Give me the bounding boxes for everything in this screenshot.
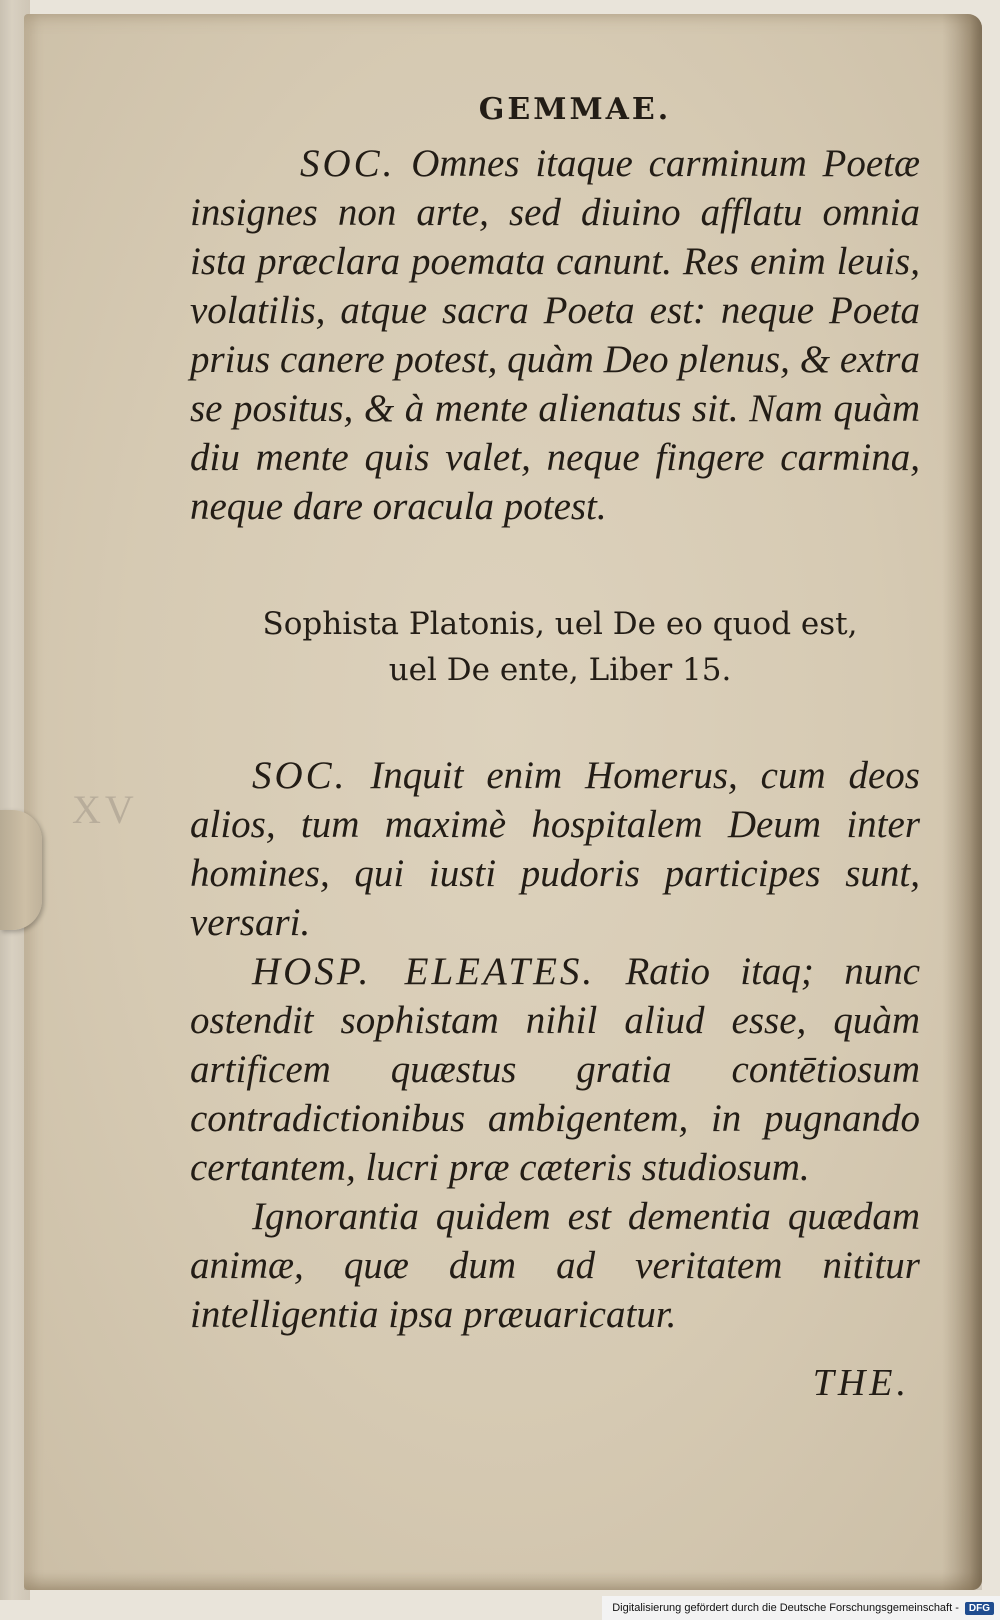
page-bottom-edge — [24, 1572, 982, 1590]
margin-note: XV — [72, 787, 138, 832]
dfg-logo: DFG — [965, 1602, 994, 1615]
page-tab-marker — [0, 810, 42, 930]
page-text — [190, 92, 920, 1405]
running-head: GEMMAE. — [478, 92, 672, 127]
paragraph-text: Inquit enim Homerus, cum deos alios, tum maximè hospitalem Deum inter homines, qui iusti pudoris participes sunt, versari. — [190, 754, 920, 944]
section-heading-line-2: uel De ente, Liber 15. — [388, 652, 732, 688]
section-heading-line-1: Sophista Platonis, uel De eo quod est, — [262, 606, 858, 642]
section-heading — [200, 601, 920, 693]
paragraph-soc-2 — [190, 751, 920, 947]
speaker-label: SOC. — [252, 754, 348, 797]
catchword: THE. — [812, 1362, 910, 1404]
paragraph-text: Ratio itaq; nunc ostendit sophistam nihil aliud esse, quàm artificem quæstus gratia contētiosum contradictionibus ambigentem, in pugnando certantem, lucri præ cæteris studiosum. — [190, 950, 921, 1189]
footer-credit: Digitalisierung gefördert durch die Deutsche Forschungsgemeinschaft - — [612, 1602, 959, 1614]
speaker-label: SOC. — [300, 142, 396, 185]
paragraph-soc-1 — [190, 139, 920, 531]
paragraph-hosp — [190, 947, 920, 1192]
paragraph-ignorantia — [190, 1192, 920, 1339]
page-gutter-shadow — [942, 14, 982, 1590]
speaker-label: HOSP. ELEATES. — [252, 950, 596, 993]
digitization-footer — [602, 1596, 1000, 1620]
paragraph-text: Omnes itaque carminum Poetæ insignes non arte, sed diuino afflatu omnia ista præclara poemata canunt. Res enim leuis, volatilis, atque sacra Poeta est: neque Poeta prius canere potest, quàm Deo plenus, & extra se positus, & à mente alienatus sit. Nam quàm diu mente quis valet, neque fingere carmina, neque dare oracula potest. — [190, 142, 920, 528]
paragraph-text: Ignorantia quidem est dementia quædam animæ, quæ dum ad veritatem nititur intelligentia ipsa præuaricatur. — [190, 1195, 920, 1336]
